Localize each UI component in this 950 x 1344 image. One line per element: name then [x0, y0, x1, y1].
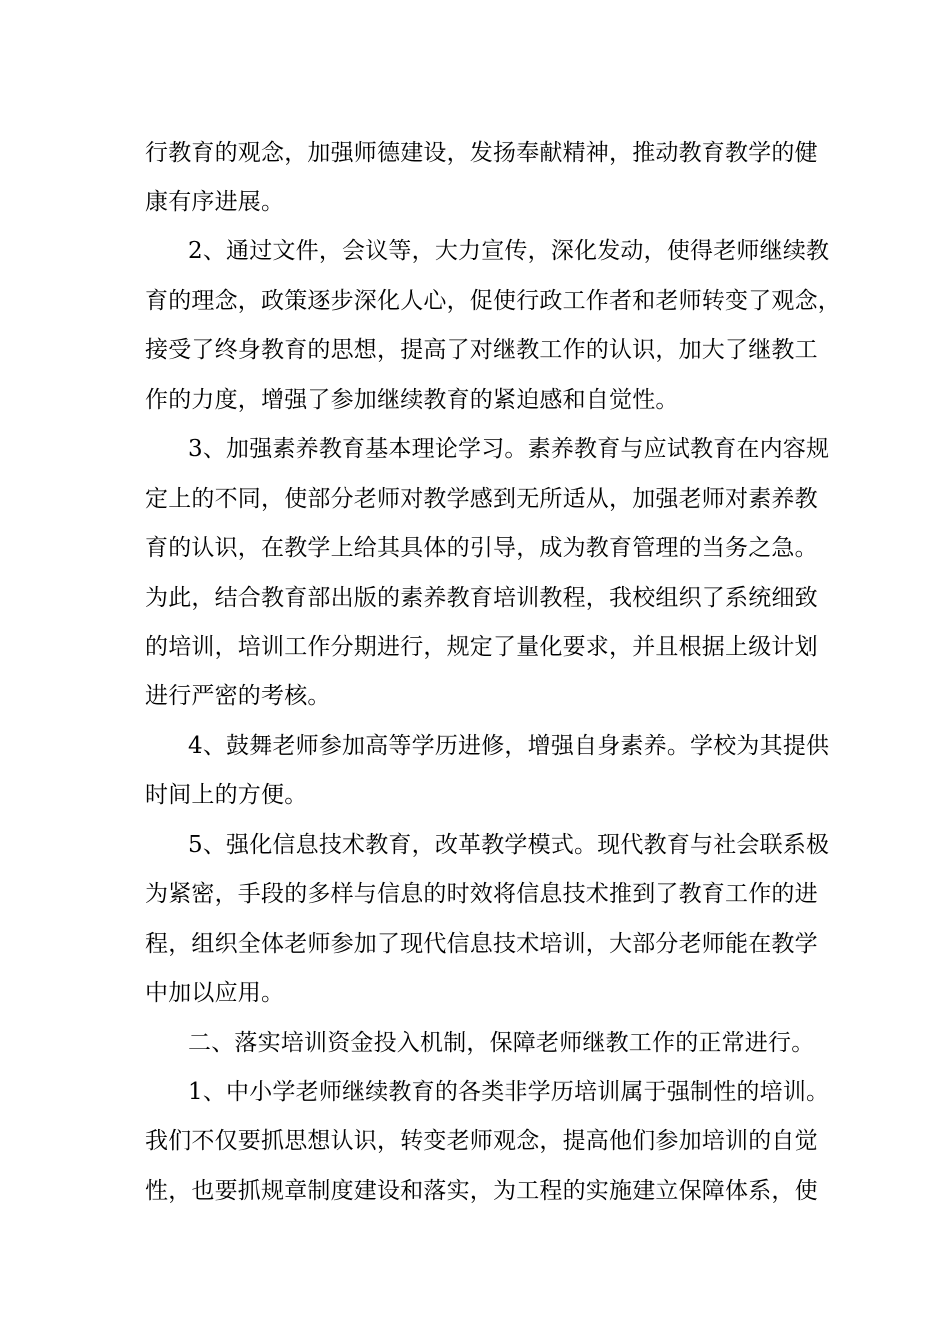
text-line: 的培训，培训工作分期进行，规定了量化要求，并且根据上级计划 [145, 634, 818, 660]
text-line: 定上的不同，使部分老师对教学感到无所适从，加强老师对素养教 [145, 486, 818, 512]
text-line: 行教育的观念，加强师德建设，发扬奉献精神，推动教育教学的健 [145, 140, 818, 166]
text-line: 接受了终身教育的思想，提高了对继教工作的认识，加大了继教工 [145, 337, 818, 363]
text-line: 育的认识，在教学上给其具体的引导，成为教育管理的当务之急。 [145, 535, 818, 561]
paragraph-start-line: 2、通过文件，会议等，大力宣传，深化发动，使得老师继续教 [188, 238, 830, 264]
paragraph-start-line: 5、强化信息技术教育，改革教学模式。现代教育与社会联系极 [188, 832, 830, 858]
text-line: 为紧密，手段的多样与信息的时效将信息技术推到了教育工作的进 [145, 881, 818, 907]
paragraph-start-line: 1、中小学老师继续教育的各类非学历培训属于强制性的培训。 [188, 1079, 830, 1105]
text-line: 时间上的方便。 [145, 782, 308, 808]
text-line: 中加以应用。 [145, 980, 285, 1006]
text-line: 育的理念，政策逐步深化人心，促使行政工作者和老师转变了观念， [145, 288, 841, 314]
text-line: 我们不仅要抓思想认识，转变老师观念，提高他们参加培训的自觉 [145, 1128, 818, 1154]
text-line: 为此，结合教育部出版的素养教育培训教程，我校组织了系统细致 [145, 585, 818, 611]
text-line: 康有序进展。 [145, 189, 285, 215]
text-line: 性，也要抓规章制度建设和落实，为工程的实施建立保障体系，使 [145, 1178, 818, 1204]
paragraph-start-line: 3、加强素养教育基本理论学习。素养教育与应试教育在内容规 [188, 436, 830, 462]
text-line: 作的力度，增强了参加继续教育的紧迫感和自觉性。 [145, 387, 679, 413]
text-line: 程，组织全体老师参加了现代信息技术培训，大部分老师能在教学 [145, 931, 818, 957]
paragraph-start-line: 4、鼓舞老师参加高等学历进修，增强自身素养。学校为其提供 [188, 733, 830, 759]
text-line: 进行严密的考核。 [145, 683, 331, 709]
section-heading-line: 二、落实培训资金投入机制，保障老师继教工作的正常进行。 [188, 1030, 815, 1056]
